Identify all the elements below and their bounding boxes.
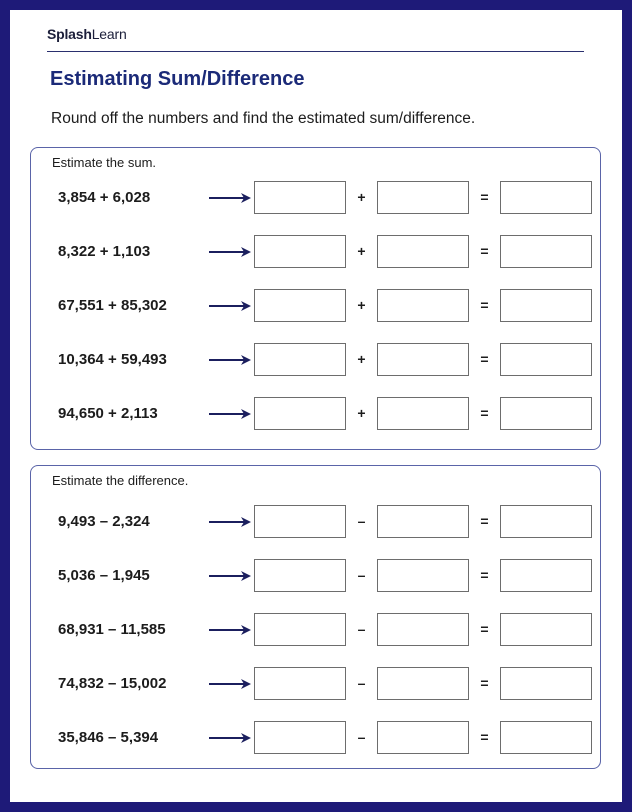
problem-expression: 67,551 + 85,302 — [58, 297, 167, 314]
rounded-first-input[interactable] — [254, 613, 346, 646]
rounded-first-input[interactable] — [254, 721, 346, 754]
difference-problem-row — [31, 613, 600, 647]
right-arrow-icon — [209, 624, 251, 636]
right-arrow-icon — [209, 300, 251, 312]
instruction-text: Round off the numbers and find the estimated sum/difference. — [51, 110, 476, 127]
operator-sign: + — [357, 297, 366, 313]
estimated-result-input[interactable] — [500, 667, 592, 700]
right-arrow-icon — [209, 354, 251, 366]
estimated-result-input[interactable] — [500, 505, 592, 538]
problem-expression: 10,364 + 59,493 — [58, 351, 167, 368]
problem-expression: 3,854 + 6,028 — [58, 189, 151, 206]
rounded-second-input[interactable] — [377, 667, 469, 700]
rounded-first-input[interactable] — [254, 289, 346, 322]
equals-sign: = — [480, 729, 489, 745]
sum-problem-row — [31, 181, 600, 215]
difference-problem-row — [31, 505, 600, 539]
sum-section-label: Estimate the sum. — [52, 155, 157, 170]
sum-section — [30, 147, 601, 450]
operator-sign: + — [357, 243, 366, 259]
right-arrow-icon — [209, 678, 251, 690]
worksheet-page — [10, 10, 622, 802]
problem-expression: 74,832 – 15,002 — [58, 675, 167, 692]
sum-problem-row — [31, 397, 600, 431]
problem-expression: 8,322 + 1,103 — [58, 243, 151, 260]
equals-sign: = — [480, 567, 489, 583]
sum-problem-row — [31, 343, 600, 377]
rounded-first-input[interactable] — [254, 343, 346, 376]
problem-expression: 68,931 – 11,585 — [58, 621, 166, 638]
rounded-second-input[interactable] — [377, 559, 469, 592]
problem-expression: 5,036 – 1,945 — [58, 567, 150, 584]
sum-problem-row — [31, 235, 600, 269]
sum-problem-row — [31, 289, 600, 323]
operator-sign: + — [357, 351, 366, 367]
rounded-second-input[interactable] — [377, 721, 469, 754]
rounded-second-input[interactable] — [377, 289, 469, 322]
rounded-second-input[interactable] — [377, 613, 469, 646]
difference-section — [30, 465, 601, 769]
estimated-result-input[interactable] — [500, 181, 592, 214]
operator-sign: – — [357, 675, 366, 691]
estimated-result-input[interactable] — [500, 613, 592, 646]
rounded-second-input[interactable] — [377, 397, 469, 430]
operator-sign: – — [357, 621, 366, 637]
right-arrow-icon — [209, 246, 251, 258]
equals-sign: = — [480, 405, 489, 421]
problem-expression: 9,493 – 2,324 — [58, 513, 150, 530]
header-divider — [47, 51, 584, 52]
right-arrow-icon — [209, 732, 251, 744]
operator-sign: – — [357, 567, 366, 583]
rounded-first-input[interactable] — [254, 235, 346, 268]
problem-expression: 94,650 + 2,113 — [58, 405, 158, 422]
estimated-result-input[interactable] — [500, 289, 592, 322]
page-title: Estimating Sum/Difference — [50, 68, 305, 90]
difference-section-label: Estimate the difference. — [52, 473, 189, 488]
rounded-first-input[interactable] — [254, 559, 346, 592]
estimated-result-input[interactable] — [500, 343, 592, 376]
estimated-result-input[interactable] — [500, 559, 592, 592]
equals-sign: = — [480, 351, 489, 367]
equals-sign: = — [480, 513, 489, 529]
operator-sign: + — [357, 189, 366, 205]
estimated-result-input[interactable] — [500, 235, 592, 268]
operator-sign: – — [357, 513, 366, 529]
equals-sign: = — [480, 297, 489, 313]
rounded-first-input[interactable] — [254, 397, 346, 430]
operator-sign: – — [357, 729, 366, 745]
difference-problem-row — [31, 721, 600, 755]
problem-expression: 35,846 – 5,394 — [58, 729, 159, 746]
equals-sign: = — [480, 189, 489, 205]
rounded-first-input[interactable] — [254, 667, 346, 700]
rounded-second-input[interactable] — [377, 343, 469, 376]
difference-problem-row — [31, 667, 600, 701]
right-arrow-icon — [209, 408, 251, 420]
equals-sign: = — [480, 243, 489, 259]
rounded-second-input[interactable] — [377, 505, 469, 538]
right-arrow-icon — [209, 516, 251, 528]
rounded-first-input[interactable] — [254, 505, 346, 538]
rounded-first-input[interactable] — [254, 181, 346, 214]
right-arrow-icon — [209, 192, 251, 204]
estimated-result-input[interactable] — [500, 721, 592, 754]
estimated-result-input[interactable] — [500, 397, 592, 430]
equals-sign: = — [480, 675, 489, 691]
right-arrow-icon — [209, 570, 251, 582]
rounded-second-input[interactable] — [377, 235, 469, 268]
equals-sign: = — [480, 621, 489, 637]
splashlearn-logo: SplashLearn — [47, 26, 127, 42]
difference-problem-row — [31, 559, 600, 593]
operator-sign: + — [357, 405, 366, 421]
rounded-second-input[interactable] — [377, 181, 469, 214]
